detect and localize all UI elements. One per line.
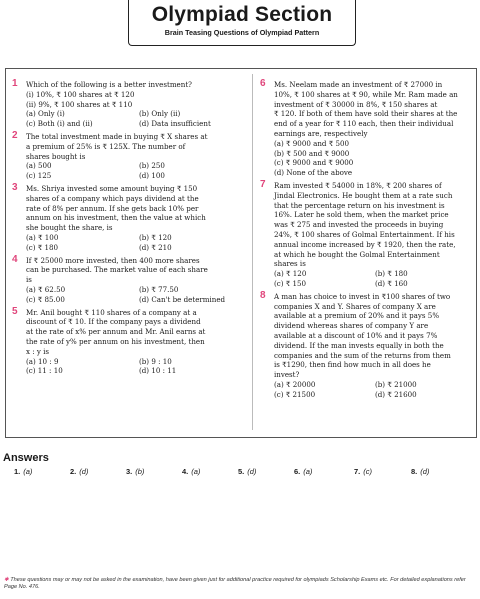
- question-stem: [274, 181, 470, 269]
- question-line: discount of ₹ 10. If the company pays a dividend: [26, 317, 201, 327]
- question-line: (ii) 9%, ₹ 100 shares at ₹ 110: [26, 99, 133, 109]
- answer-options: [274, 269, 470, 289]
- question-line: ₹ 120. If both of them have sold their shares at the: [274, 109, 458, 119]
- answer-option: (d) ₹ 21600: [375, 389, 417, 399]
- question-number: 2: [12, 129, 18, 141]
- answer-options: [274, 380, 470, 400]
- answer-key-item: [14, 467, 32, 476]
- answer-option: (c) ₹ 9000 and ₹ 9000: [274, 158, 354, 168]
- answer-option: (d) Data insufficient: [139, 119, 211, 129]
- question-stem: [26, 256, 246, 285]
- question-line: companies and the sum of the returns from them: [274, 350, 451, 360]
- question-line: Mr. Anil bought ₹ 110 shares of a company at a: [26, 307, 197, 317]
- question-line: Ms. Neelam made an investment of ₹ 27000 in: [274, 80, 443, 89]
- question-line: The total investment made in buying ₹ X shares at: [26, 131, 208, 141]
- answer-key-item: [182, 467, 200, 476]
- question-line: 10%, ₹ 100 shares at ₹ 90, while Mr. Ram made an: [274, 89, 458, 99]
- answer-option: (a) 500: [26, 161, 52, 171]
- question-line: Which of the following is a better investment?: [26, 80, 192, 89]
- answer-key-number: 7.: [354, 467, 361, 476]
- question-stem: [274, 292, 470, 380]
- answer-key-number: 5.: [238, 467, 245, 476]
- answer-options: [26, 233, 246, 253]
- answer-options: [26, 285, 246, 305]
- answer-option: (c) ₹ 150: [274, 278, 307, 288]
- question-line: investment of ₹ 30000 in 8%, ₹ 150 shares at: [274, 99, 438, 109]
- question-line: shares is: [274, 259, 306, 269]
- answer-option: (c) ₹ 21500: [274, 389, 316, 399]
- question-line: available at a premium of 20% and it pays 5%: [274, 311, 440, 321]
- answer-option: (b) Only (ii): [139, 109, 181, 119]
- right-question-column: [260, 80, 470, 403]
- question-item: [12, 253, 246, 305]
- question-item: [260, 178, 470, 289]
- question-line: end of a year for ₹ 110 each, then their individual: [274, 119, 454, 129]
- question-stem: [26, 308, 246, 357]
- question-line: (i) 10%, ₹ 100 shares at ₹ 120: [26, 89, 135, 99]
- page-subtitle: Brain Teasing Questions of Olympiad Pattern: [164, 28, 320, 37]
- question-line: A man has choice to invest in ₹100 shares of two: [274, 291, 451, 301]
- question-line: shares bought is: [26, 151, 86, 161]
- section-header: [128, 0, 356, 46]
- question-item: [12, 305, 246, 377]
- question-line: she bought the share, is: [26, 223, 113, 233]
- answer-option: (b) 250: [139, 161, 165, 171]
- footnote: [4, 577, 474, 591]
- answer-key-choice: (d): [420, 467, 430, 476]
- answer-options: [274, 139, 470, 178]
- question-line: Ram invested ₹ 54000 in 18%, ₹ 200 shares of: [274, 180, 442, 190]
- answer-key-item: [238, 467, 256, 476]
- answer-option: (c) 125: [26, 171, 52, 181]
- question-stem: [26, 80, 246, 109]
- answer-key-number: 6.: [294, 467, 301, 476]
- question-item: [260, 80, 470, 178]
- answer-option: (c) 11 : 10: [26, 366, 63, 376]
- answer-option: (d) ₹ 160: [375, 278, 408, 288]
- answer-key-item: [294, 467, 312, 476]
- question-item: [12, 129, 246, 181]
- question-number: 3: [12, 181, 18, 193]
- question-stem: [26, 184, 246, 233]
- answer-options: [26, 161, 246, 181]
- answer-option: (a) 10 : 9: [26, 356, 59, 366]
- answer-option: (d) Can't be determined: [139, 294, 226, 304]
- question-line: dividend whereas shares of company Y are: [274, 321, 429, 331]
- question-line: was ₹ 275 and invested the proceeds in buying: [274, 220, 444, 230]
- answer-option: (b) ₹ 77.50: [139, 284, 179, 294]
- question-line: Ms. Shriya invested some amount buying ₹ 150: [26, 183, 198, 193]
- answer-option: (c) ₹ 180: [26, 242, 59, 252]
- question-stem: [26, 132, 246, 161]
- footnote-text: These questions may or may not be asked in the examination, have been given just for additional practice required for olympiads Scholarship Exams etc. For detailed explanations refer Page No. 476.: [4, 577, 466, 591]
- question-line: Jindal Electronics. He bought them at a rate such: [274, 190, 453, 200]
- answer-key-item: [70, 467, 88, 476]
- footnote-star-icon: ✱: [4, 577, 9, 583]
- answer-key-choice: (a): [303, 467, 313, 476]
- answer-option: (d) 10 : 11: [139, 366, 177, 376]
- question-line: shares of a company which pays dividend at the: [26, 193, 199, 203]
- question-line: x : y is: [26, 346, 50, 356]
- question-stem: [274, 80, 470, 139]
- answer-option: (a) ₹ 20000: [274, 379, 316, 389]
- answer-key-choice: (a): [191, 467, 201, 476]
- question-line: the rate of y% per annum on his investment, then: [26, 336, 205, 346]
- question-line: companies X and Y. Shares of company X are: [274, 301, 436, 311]
- answer-option: (c) Both (i) and (ii): [26, 119, 93, 129]
- question-line: 24%, ₹ 100 shares of Golmal Entertainment. If his: [274, 229, 455, 239]
- answer-options: [26, 109, 246, 129]
- answer-key-number: 2.: [70, 467, 77, 476]
- question-line: If ₹ 25000 more invested, then 400 more shares: [26, 255, 200, 265]
- answer-key-number: 4.: [182, 467, 189, 476]
- left-question-column: [12, 80, 246, 379]
- column-divider: [252, 74, 253, 430]
- question-item: [12, 80, 246, 129]
- answer-key-choice: (d): [79, 467, 89, 476]
- answer-key-choice: (b): [135, 467, 145, 476]
- question-line: 16%. Later he sold them, when the market price: [274, 210, 449, 220]
- question-line: that the percentage return on his investment is: [274, 200, 445, 210]
- answer-option: (b) 9 : 10: [139, 356, 172, 366]
- question-line: annual income increased by ₹ 1920, then the rate,: [274, 239, 456, 249]
- answer-option: (a) ₹ 120: [274, 269, 307, 279]
- answer-option: (a) ₹ 9000 and ₹ 500: [274, 138, 349, 148]
- question-line: rate of 8% per annum. If she gets back 10% per: [26, 203, 199, 213]
- question-number: 7: [260, 178, 266, 190]
- answer-key-number: 1.: [14, 467, 21, 476]
- answer-key-number: 8.: [411, 467, 418, 476]
- answer-option: (a) Only (i): [26, 109, 65, 119]
- question-number: 5: [12, 305, 18, 317]
- question-number: 4: [12, 253, 18, 265]
- answers-heading: Answers: [3, 452, 49, 464]
- answer-key-number: 3.: [126, 467, 133, 476]
- answer-option: (d) 100: [139, 171, 165, 181]
- question-line: is: [26, 275, 32, 285]
- answer-key-item: [411, 467, 429, 476]
- answer-options: [26, 357, 246, 377]
- answer-key-item: [126, 467, 144, 476]
- answer-option: (c) ₹ 85.00: [26, 294, 65, 304]
- question-line: earnings are, respectively: [274, 128, 368, 138]
- answer-option: (b) ₹ 500 and ₹ 9000: [274, 148, 350, 158]
- question-line: at the rate of x% per annum and Mr. Anil earns at: [26, 327, 206, 337]
- question-line: dividend. If the man invests equally in both the: [274, 340, 444, 350]
- question-number: 6: [260, 78, 266, 89]
- question-line: annum on his investment, then the value at which: [26, 213, 206, 223]
- question-line: a premium of 25% is ₹ 125X. The number of: [26, 141, 186, 151]
- answer-option: (b) ₹ 21000: [375, 379, 417, 389]
- answer-option: (d) ₹ 210: [139, 242, 172, 252]
- page-title: Olympiad Section: [151, 3, 333, 26]
- answer-option: (b) ₹ 180: [375, 269, 408, 279]
- answer-option: (d) None of the above: [274, 168, 353, 178]
- question-number: 8: [260, 289, 266, 301]
- question-line: invest?: [274, 370, 300, 380]
- answer-option: (b) ₹ 120: [139, 232, 172, 242]
- answer-option: (a) ₹ 100: [26, 232, 59, 242]
- answer-key-choice: (c): [363, 467, 373, 476]
- question-number: 1: [12, 78, 18, 89]
- answer-key-choice: (d): [247, 467, 257, 476]
- answer-key-item: [354, 467, 372, 476]
- question-line: can be purchased. The market value of each share: [26, 265, 208, 275]
- question-line: available at a discount of 10% and it pays 7%: [274, 330, 438, 340]
- question-line: at which he bought the Golmal Entertainment: [274, 249, 440, 259]
- question-line: is ₹1290, then find how much in all does he: [274, 360, 431, 370]
- answer-option: (a) ₹ 62.50: [26, 284, 66, 294]
- answer-key-choice: (a): [23, 467, 33, 476]
- question-item: [260, 289, 470, 400]
- question-item: [12, 181, 246, 253]
